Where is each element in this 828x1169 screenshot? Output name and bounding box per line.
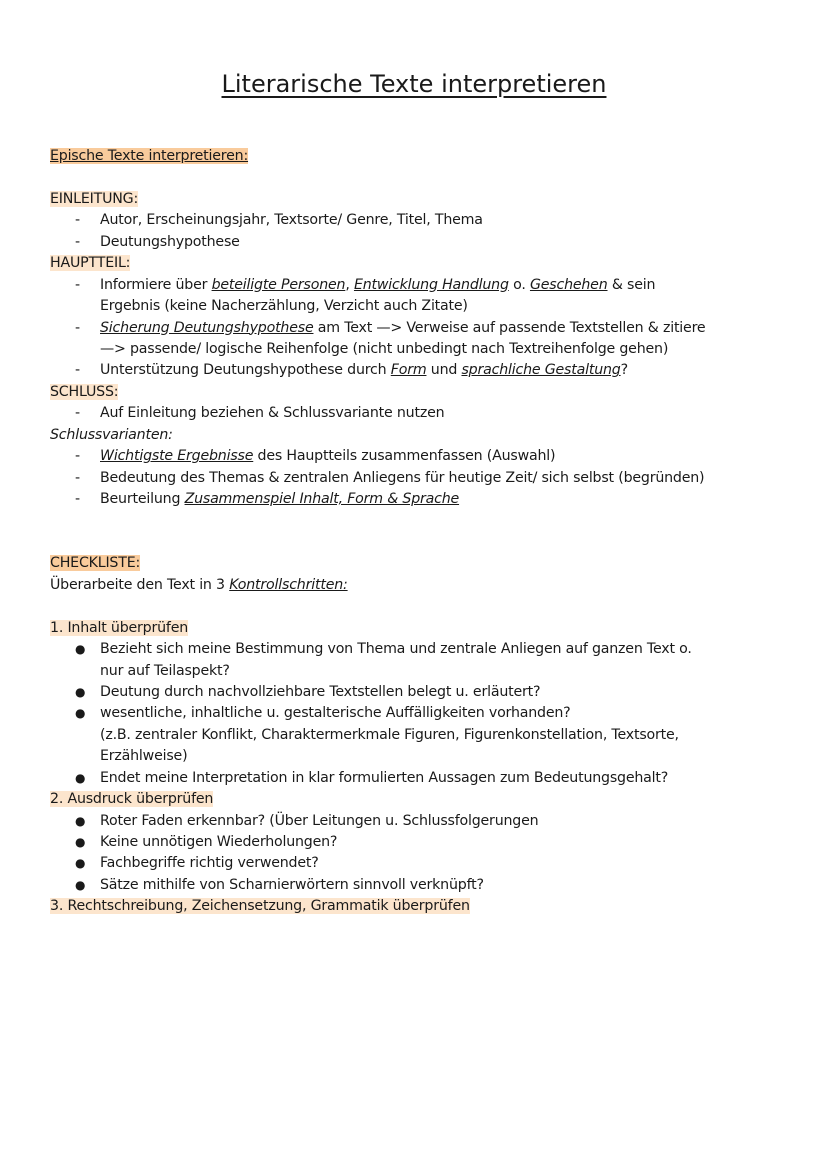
text: (z.B. zentraler Konflikt, Charaktermerkmale Figuren, Figurenkonstellation, Textsorte, bbox=[100, 726, 679, 743]
line-text bbox=[100, 684, 540, 700]
list-item-continuation bbox=[50, 661, 810, 682]
line-text bbox=[100, 341, 668, 357]
text: Überarbeite den Text in 3 bbox=[50, 576, 230, 593]
dash-marker: - bbox=[75, 212, 80, 229]
dash-marker: - bbox=[75, 362, 80, 379]
text: Auf Einleitung beziehen & Schlussvariante nutzen bbox=[100, 405, 445, 422]
list-item bbox=[50, 832, 810, 853]
line-text bbox=[50, 577, 348, 593]
section-heading bbox=[50, 382, 810, 403]
list-item bbox=[50, 360, 810, 381]
text: 3. Rechtschreibung, Zeichensetzung, Grammatik überprüfen bbox=[50, 898, 470, 915]
document-body bbox=[50, 146, 810, 918]
line-text bbox=[100, 234, 240, 250]
line-text bbox=[100, 448, 555, 464]
text: o. bbox=[508, 276, 530, 293]
dash-marker: - bbox=[75, 319, 80, 336]
emphasized-text: Entwicklung Handlung bbox=[353, 276, 509, 293]
line-text bbox=[50, 255, 130, 271]
line-text bbox=[100, 855, 319, 871]
line-text bbox=[50, 191, 138, 207]
blank-line bbox=[50, 596, 810, 617]
bullet-icon: ● bbox=[75, 856, 86, 871]
text: am Text —> Verweise auf passende Textstellen & zitiere bbox=[313, 319, 706, 336]
section-heading bbox=[50, 553, 810, 574]
text: des Hauptteils zusammenfassen (Auswahl) bbox=[253, 448, 556, 465]
dash-marker: - bbox=[75, 469, 80, 486]
text: wesentliche, inhaltliche u. gestalterische Auffälligkeiten vorhanden? bbox=[100, 705, 571, 722]
text: Deutung durch nachvollziehbare Textstellen belegt u. erläutert? bbox=[100, 683, 541, 700]
list-item bbox=[50, 811, 810, 832]
section-heading bbox=[50, 189, 810, 210]
line-text bbox=[50, 384, 118, 400]
bullet-icon: ● bbox=[75, 770, 86, 785]
line-text bbox=[100, 705, 570, 721]
line-text bbox=[100, 663, 230, 679]
line-text bbox=[50, 898, 470, 914]
line-text bbox=[50, 148, 248, 164]
text: EINLEITUNG: bbox=[50, 190, 139, 207]
line-text bbox=[100, 491, 459, 507]
dash-marker: - bbox=[75, 276, 80, 293]
blank-line bbox=[50, 532, 810, 553]
bullet-icon: ● bbox=[75, 706, 86, 721]
text: Ergebnis (keine Nacherzählung, Verzicht auch Zitate) bbox=[100, 298, 468, 315]
emphasized-text: sprachliche Gestaltung bbox=[461, 362, 621, 379]
list-item bbox=[50, 232, 810, 253]
section-heading bbox=[50, 146, 810, 167]
list-item bbox=[50, 489, 810, 510]
section-heading bbox=[50, 789, 810, 810]
list-item bbox=[50, 682, 810, 703]
text: SCHLUSS: bbox=[50, 383, 119, 400]
bullet-icon: ● bbox=[75, 642, 86, 657]
line-text bbox=[100, 748, 187, 764]
line-text bbox=[100, 877, 484, 893]
bullet-icon: ● bbox=[75, 877, 86, 892]
line-text bbox=[100, 470, 704, 486]
text: Keine unnötigen Wiederholungen? bbox=[100, 834, 338, 850]
list-item-continuation bbox=[50, 339, 810, 360]
list-item bbox=[50, 768, 810, 789]
text: & sein bbox=[607, 276, 656, 293]
line-text bbox=[100, 770, 668, 786]
section-heading bbox=[50, 618, 810, 639]
list-item bbox=[50, 403, 810, 424]
section-heading bbox=[50, 425, 810, 446]
line-text bbox=[50, 555, 140, 571]
blank-line bbox=[50, 510, 810, 531]
line-text bbox=[100, 405, 444, 421]
line-text bbox=[50, 791, 213, 807]
text: Sätze mithilfe von Scharnierwörtern sinnvoll verknüpft? bbox=[100, 876, 484, 893]
section-heading bbox=[50, 253, 810, 274]
dash-marker: - bbox=[75, 233, 80, 250]
text: 2. Ausdruck überprüfen bbox=[50, 791, 214, 808]
text: ? bbox=[620, 362, 628, 379]
text: nur auf Teilaspekt? bbox=[100, 662, 230, 679]
list-item bbox=[50, 639, 810, 660]
emphasized-text: Zusammenspiel Inhalt, Form & Sprache bbox=[184, 491, 460, 507]
list-item-continuation bbox=[50, 746, 810, 767]
list-item bbox=[50, 446, 810, 467]
emphasized-text: Epische Texte interpretieren: bbox=[50, 148, 249, 164]
emphasized-text: Kontrollschritten: bbox=[229, 576, 348, 593]
section-heading bbox=[50, 575, 810, 596]
emphasized-text: Form bbox=[390, 362, 427, 379]
text: Endet meine Interpretation in klar formulierten Aussagen zum Bedeutungsgehalt? bbox=[100, 769, 669, 786]
blank-line bbox=[50, 167, 810, 188]
emphasized-text: Sicherung Deutungshypothese bbox=[100, 319, 314, 336]
text: Beurteilung bbox=[100, 491, 185, 507]
line-text bbox=[100, 362, 628, 378]
text: Fachbegriffe richtig verwendet? bbox=[100, 855, 319, 872]
line-text bbox=[100, 834, 337, 850]
list-item bbox=[50, 275, 810, 296]
bullet-icon: ● bbox=[75, 835, 86, 849]
text: und bbox=[426, 362, 462, 379]
text: Bedeutung des Themas & zentralen Anliegens für heutige Zeit/ sich selbst (begründen) bbox=[100, 469, 705, 486]
text: Autor, Erscheinungsjahr, Textsorte/ Genre, Titel, Thema bbox=[100, 212, 483, 229]
line-text bbox=[100, 813, 538, 829]
text: CHECKLISTE: bbox=[50, 555, 141, 572]
dash-marker: - bbox=[75, 405, 80, 422]
text: 1. Inhalt überprüfen bbox=[50, 619, 189, 636]
list-item bbox=[50, 703, 810, 724]
text: Erzählweise) bbox=[100, 748, 188, 765]
line-text bbox=[100, 298, 468, 314]
emphasized-text: beteiligte Personen bbox=[211, 276, 346, 293]
dash-marker: - bbox=[75, 491, 80, 507]
line-text bbox=[50, 427, 173, 443]
emphasized-text: Wichtigste Ergebnisse bbox=[100, 448, 254, 465]
page-title: Literarische Texte interpretieren bbox=[221, 70, 607, 98]
bullet-icon: ● bbox=[75, 684, 86, 699]
list-item bbox=[50, 318, 810, 339]
text: —> passende/ logische Reihenfolge (nicht unbedingt nach Textreihenfolge gehen) bbox=[100, 340, 669, 357]
dash-marker: - bbox=[75, 448, 80, 465]
list-item bbox=[50, 210, 810, 231]
text: , bbox=[345, 276, 354, 293]
section-heading bbox=[50, 896, 810, 917]
text: HAUPTTEIL: bbox=[50, 255, 131, 272]
text: Unterstützung Deutungshypothese durch bbox=[100, 362, 391, 379]
text: Bezieht sich meine Bestimmung von Thema und zentrale Anliegen auf ganzen Text o. bbox=[100, 641, 692, 658]
list-item bbox=[50, 468, 810, 489]
text: Schlussvarianten: bbox=[50, 426, 173, 443]
emphasized-text: Geschehen bbox=[529, 276, 608, 293]
text: Informiere über bbox=[100, 276, 212, 293]
list-item-continuation bbox=[50, 725, 810, 746]
list-item-continuation bbox=[50, 296, 810, 317]
text: Deutungshypothese bbox=[100, 233, 240, 250]
text: Roter Faden erkennbar? (Über Leitungen u. Schlussfolgerungen bbox=[100, 812, 539, 829]
line-text bbox=[100, 320, 705, 336]
bullet-icon: ● bbox=[75, 813, 86, 828]
list-item bbox=[50, 875, 810, 896]
line-text bbox=[100, 277, 655, 293]
line-text bbox=[100, 641, 692, 657]
line-text bbox=[50, 620, 188, 636]
line-text bbox=[100, 727, 679, 743]
line-text bbox=[100, 212, 483, 228]
list-item bbox=[50, 853, 810, 874]
